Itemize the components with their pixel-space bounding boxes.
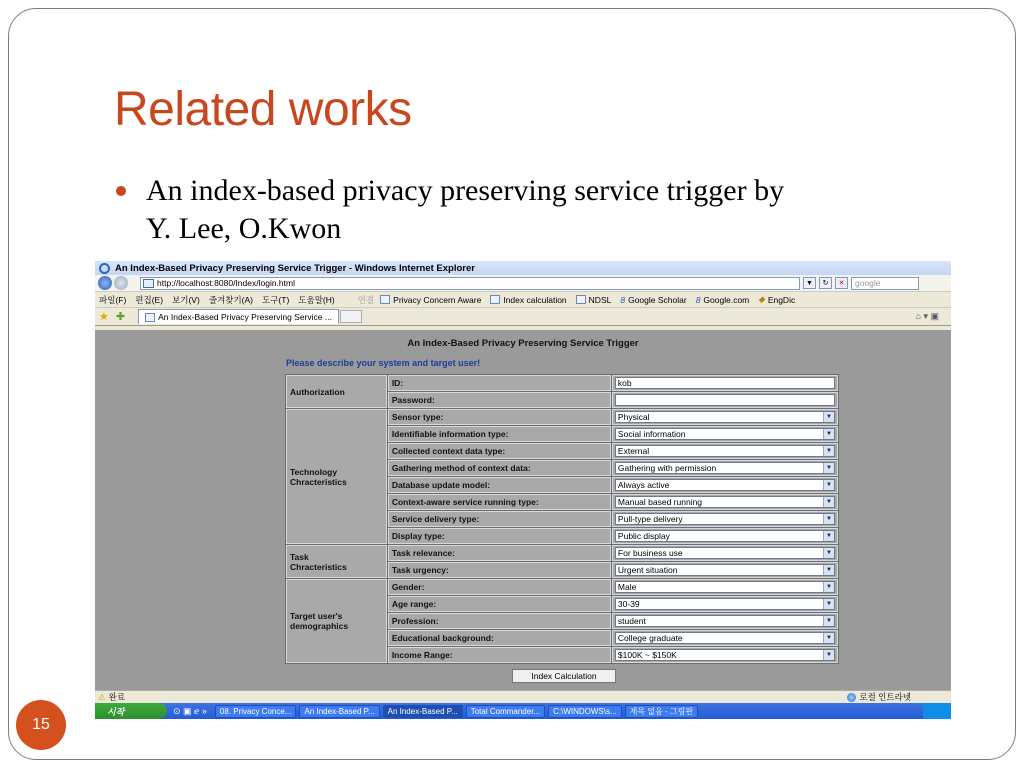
taskbar (95, 703, 951, 719)
page-icon (145, 313, 155, 322)
dictionary-icon: ◆ (758, 294, 765, 304)
chevron-down-icon: ▼ (823, 633, 834, 643)
bullet-line-2: Y. Lee, O.Kwon (146, 212, 342, 245)
quick-launch[interactable]: ⊙ ▣ ℯ » (173, 705, 207, 716)
select-task-relevance[interactable]: For business use ▼ (615, 547, 835, 559)
dropdown-icon[interactable]: ▼ (803, 277, 816, 289)
id-input[interactable]: kob (615, 377, 835, 389)
start-button[interactable]: 시작 (95, 703, 167, 719)
home-icon[interactable]: ⌂ ▾ ▣ (915, 311, 939, 321)
page-icon (490, 295, 500, 304)
chevron-down-icon: ▼ (823, 582, 834, 592)
forward-icon[interactable] (114, 276, 128, 290)
group-authorization: Authorization (286, 375, 387, 408)
label-display-type: Display type: (388, 528, 611, 544)
select-database-update[interactable]: Always active ▼ (615, 479, 835, 491)
select-context-data-type[interactable]: External ▼ (615, 445, 835, 457)
bullet-text (146, 172, 784, 248)
label-password: Password: (388, 392, 611, 408)
warning-icon: ⚠ (98, 691, 106, 702)
chevron-down-icon: ▼ (823, 429, 834, 439)
label-education: Educational background: (388, 630, 611, 646)
menu-help[interactable]: 도움말(H) (298, 294, 335, 305)
select-service-running-type[interactable]: Manual based running ▼ (615, 496, 835, 508)
menu-tools[interactable]: 도구(T) (262, 294, 290, 305)
menu-view[interactable]: 보기(V) (172, 294, 200, 305)
link-privacy-concern[interactable]: Privacy Concern Aware (380, 295, 481, 305)
tab-bar (95, 308, 951, 326)
select-identifiable-info[interactable]: Social information ▼ (615, 428, 835, 440)
page-number-badge: 15 (16, 700, 66, 750)
select-sensor-type[interactable]: Physical ▼ (615, 411, 835, 423)
select-gathering-method[interactable]: Gathering with permission ▼ (615, 462, 835, 474)
tab-active[interactable] (138, 309, 339, 324)
select-profession[interactable]: student ▼ (615, 615, 835, 627)
label-task-urgency: Task urgency: (388, 562, 611, 578)
refresh-icon[interactable]: ↻ (819, 277, 832, 289)
google-icon: 8 (695, 294, 701, 305)
chevron-down-icon: ▼ (823, 548, 834, 558)
system-tray (923, 703, 951, 719)
chevron-down-icon: ▼ (823, 565, 834, 575)
label-database-update: Database update model: (388, 477, 611, 493)
chevron-down-icon: ▼ (823, 446, 834, 456)
select-display-type[interactable]: Public display ▼ (615, 530, 835, 542)
bullet-item (116, 172, 966, 248)
select-gender[interactable]: Male ▼ (615, 581, 835, 593)
back-icon[interactable] (98, 276, 112, 290)
intranet-icon (847, 693, 856, 702)
tab-label: An Index-Based Privacy Preserving Service ... (158, 312, 332, 322)
address-toolbar (95, 275, 951, 292)
group-technology: Technology Chracteristics (286, 409, 387, 544)
bullet-dot-icon (116, 186, 126, 196)
page-content (95, 330, 951, 690)
label-context-data-type: Collected context data type: (388, 443, 611, 459)
google-icon: 8 (620, 294, 626, 305)
page-icon (143, 279, 154, 288)
table-row (286, 375, 838, 391)
status-text: 완료 (108, 692, 126, 702)
ie-logo-icon (99, 263, 110, 274)
password-input[interactable] (615, 394, 835, 406)
page-icon (380, 295, 390, 304)
link-google[interactable]: 8 Google.com (695, 294, 750, 305)
form-title: An Index-Based Privacy Preserving Service Trigger (407, 338, 639, 349)
address-field[interactable] (140, 277, 800, 290)
status-zone: 로컬 인트라넷 (859, 692, 911, 702)
chevron-down-icon: ▼ (823, 531, 834, 541)
table-row (286, 579, 838, 595)
bullet-line-1: An index-based privacy preserving service trigger by (146, 174, 785, 207)
table-row (286, 545, 838, 561)
status-bar (95, 690, 951, 703)
select-task-urgency[interactable]: Urgent situation ▼ (615, 564, 835, 576)
link-engdic[interactable]: ◆ EngDic (758, 294, 796, 305)
taskbar-item[interactable]: 08. Privacy Conce... (215, 705, 297, 718)
label-age-range: Age range: (388, 596, 611, 612)
select-service-delivery[interactable]: Pull-type delivery ▼ (615, 513, 835, 525)
chevron-down-icon: ▼ (823, 463, 834, 473)
stop-icon[interactable]: ✕ (835, 277, 848, 289)
favorites-star-icon[interactable]: ★ (99, 311, 109, 323)
new-tab-button[interactable] (340, 310, 362, 323)
group-task: Task Chracteristics (286, 545, 387, 578)
menu-bar (95, 292, 951, 308)
browser-screenshot (95, 261, 951, 719)
label-identifiable-info: Identifiable information type: (388, 426, 611, 442)
add-favorites-icon[interactable]: ✚ (115, 311, 126, 323)
label-id: ID: (388, 375, 611, 391)
taskbar-item[interactable]: An Index-Based P... (299, 705, 379, 718)
index-calculation-button[interactable]: Index Calculation (512, 669, 616, 683)
table-row (286, 409, 838, 425)
label-income-range: Income Range: (388, 647, 611, 663)
taskbar-item[interactable]: Total Commander... (466, 705, 545, 718)
chevron-down-icon: ▼ (823, 514, 834, 524)
ie-page-icon (576, 295, 586, 304)
chevron-down-icon: ▼ (823, 480, 834, 490)
links-label: 연결 (357, 294, 375, 305)
slide-title: Related works (114, 83, 412, 136)
taskbar-item-active[interactable]: An Index-Based P... (383, 705, 463, 718)
label-task-relevance: Task relevance: (388, 545, 611, 561)
label-service-running-type: Context-aware service running type: (388, 494, 611, 510)
chevron-down-icon: ▼ (823, 412, 834, 422)
menu-edit[interactable]: 편집(E) (135, 294, 164, 305)
window-titlebar (95, 261, 951, 275)
address-text: http://localhost:8080/Index/login.html (157, 277, 295, 288)
taskbar-item[interactable]: 제목 없음 - 그림판 (625, 705, 698, 718)
menu-favorites[interactable]: 즐겨찾기(A) (208, 294, 253, 305)
label-sensor-type: Sensor type: (388, 409, 611, 425)
chevron-down-icon: ▼ (823, 616, 834, 626)
link-index-calculation[interactable]: Index calculation (490, 295, 566, 305)
select-income-range[interactable]: $100K ~ $150K ▼ (615, 649, 835, 661)
form-table (285, 374, 839, 664)
menu-file[interactable]: 파일(F) (99, 294, 127, 305)
search-input[interactable]: google (851, 277, 919, 290)
chevron-down-icon: ▼ (823, 497, 834, 507)
label-service-delivery: Service delivery type: (388, 511, 611, 527)
form-subtitle: Please describe your system and target user! (286, 358, 481, 368)
select-education[interactable]: College graduate ▼ (615, 632, 835, 644)
link-ndsl[interactable]: NDSL (576, 295, 612, 305)
label-gathering-method: Gathering method of context data: (388, 460, 611, 476)
taskbar-item[interactable]: C:\WINDOWS\s... (548, 705, 622, 718)
chevron-down-icon: ▼ (823, 599, 834, 609)
label-profession: Profession: (388, 613, 611, 629)
group-target-user: Target user's demographics (286, 579, 387, 663)
label-gender: Gender: (388, 579, 611, 595)
select-age-range[interactable]: 30-39 ▼ (615, 598, 835, 610)
chevron-down-icon: ▼ (823, 650, 834, 660)
window-title: An Index-Based Privacy Preserving Service Trigger - Windows Internet Explorer (115, 262, 475, 274)
link-google-scholar[interactable]: 8 Google Scholar (620, 294, 687, 305)
